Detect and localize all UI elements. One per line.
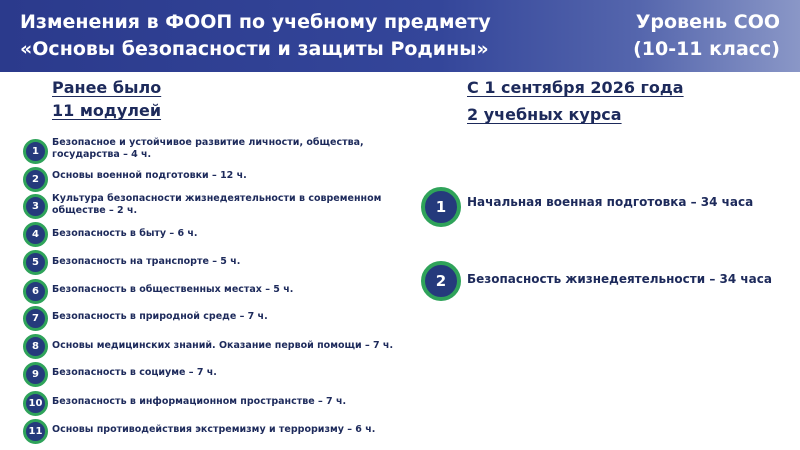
module-number-badge: 9 <box>23 362 48 387</box>
level-line-2: (10-11 класс) <box>633 38 780 60</box>
module-number-badge: 3 <box>23 194 48 219</box>
previous-heading: Ранее было <box>52 78 162 97</box>
modules-count: 11 модулей <box>52 101 162 120</box>
list-item: Безопасное и устойчивое развитие личности, общества, государства – 4 ч. <box>52 137 364 160</box>
list-item: Безопасность в социуме – 7 ч. <box>52 367 217 378</box>
module-number-badge: 4 <box>23 222 48 247</box>
module-number-badge: 6 <box>23 279 48 304</box>
module-number-badge: 7 <box>23 306 48 331</box>
list-item: Безопасность на транспорте – 5 ч. <box>52 256 241 267</box>
course-number-badge: 1 <box>421 187 461 227</box>
list-item: Основы медицинских знаний. Оказание первой помощи – 7 ч. <box>52 340 394 351</box>
header-banner <box>0 0 800 72</box>
module-number-badge: 2 <box>23 167 48 192</box>
module-number-badge: 8 <box>23 334 48 359</box>
title-line-2: «Основы безопасности и защиты Родины» <box>20 38 489 60</box>
list-item: Безопасность жизнедеятельности – 34 часа <box>467 272 772 286</box>
list-item: Культура безопасности жизнедеятельности в современном обществе – 2 ч. <box>52 193 382 216</box>
courses-count: 2 учебных курса <box>467 105 622 124</box>
list-item: Безопасность в природной среде – 7 ч. <box>52 311 268 322</box>
list-item: Безопасность в быту – 6 ч. <box>52 228 198 239</box>
list-item: Основы военной подготовки – 12 ч. <box>52 170 247 181</box>
list-item: Основы противодействия экстремизму и терроризму – 6 ч. <box>52 424 376 435</box>
list-item: Начальная военная подготовка – 34 часа <box>467 195 754 209</box>
module-number-badge: 11 <box>23 419 48 444</box>
module-number-badge: 5 <box>23 250 48 275</box>
new-heading: С 1 сентября 2026 года <box>467 78 684 97</box>
module-number-badge: 1 <box>23 139 48 164</box>
module-number-badge: 10 <box>23 391 48 416</box>
course-number-badge: 2 <box>421 261 461 301</box>
title-line-1: Изменения в ФООП по учебному предмету <box>20 11 491 33</box>
education-level <box>633 9 780 63</box>
list-item: Безопасность в общественных местах – 5 ч. <box>52 284 294 295</box>
page-title <box>20 9 491 63</box>
list-item: Безопасность в информационном пространстве – 7 ч. <box>52 396 347 407</box>
level-line-1: Уровень СОО <box>635 11 780 33</box>
